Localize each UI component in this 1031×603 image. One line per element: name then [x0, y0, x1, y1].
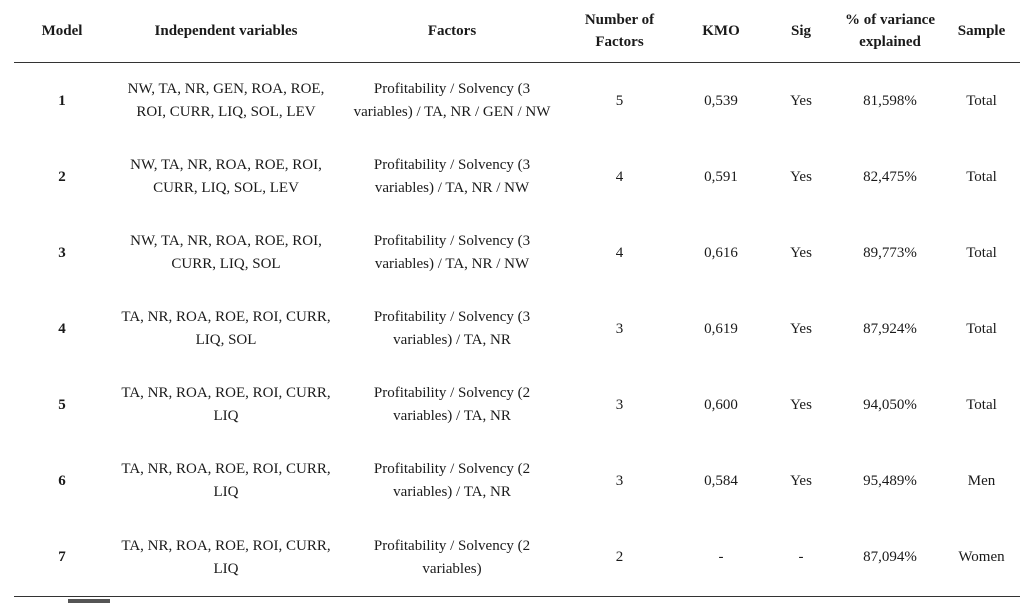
cell-kmo: -	[677, 519, 765, 597]
cell-sig: Yes	[790, 168, 812, 185]
cell-num-factors: 5	[615, 92, 624, 109]
header-independent-variables: Independent variables	[110, 0, 342, 63]
cell-num-factors: 4	[615, 244, 624, 261]
cell-variables: TA, NR, ROA, ROE, ROI, CURR, LIQ	[121, 385, 331, 424]
cell-variables: TA, NR, ROA, ROE, ROI, CURR, LIQ	[121, 461, 331, 500]
cell-factors: Profitability / Solvency (3 variables) / TA, NR / GEN / NW	[353, 81, 551, 120]
header-number-of-factors: Number of Factors	[562, 0, 677, 63]
cell-factors: Profitability / Solvency (2 variables) / TA, NR	[373, 461, 531, 500]
cell-model: 3	[58, 244, 66, 261]
cell-model: 6	[58, 472, 66, 489]
header-sig: Sig	[765, 0, 837, 63]
cell-sample: Total	[966, 244, 997, 261]
cell-sig: Yes	[790, 92, 812, 109]
cell-sample: Total	[966, 168, 997, 185]
cell-num-factors: 3	[615, 396, 624, 413]
cell-sig: Yes	[790, 244, 812, 261]
table-row	[14, 215, 1020, 291]
table-row	[14, 367, 1020, 443]
table-row	[14, 519, 1020, 597]
cell-model: 5	[58, 396, 66, 413]
cell-model: 1	[58, 92, 66, 109]
cell-variance: 89,773%	[863, 244, 917, 261]
cell-kmo: 0,600	[704, 396, 738, 413]
header-variance-explained: % of variance explained	[837, 0, 943, 63]
cell-variables: NW, TA, NR, GEN, ROA, ROE, ROI, CURR, LIQ, SOL, LEV	[127, 81, 325, 120]
cell-variance: 95,489%	[863, 472, 917, 489]
cell-variables: TA, NR, ROA, ROE, ROI, CURR, LIQ	[110, 519, 342, 597]
cell-variance: 81,598%	[863, 92, 917, 109]
cell-factors: Profitability / Solvency (3 variables) / TA, NR / NW	[373, 233, 531, 272]
cell-variance: 94,050%	[863, 396, 917, 413]
cell-num-factors: 3	[615, 320, 624, 337]
cell-factors: Profitability / Solvency (3 variables) / TA, NR	[373, 309, 531, 348]
cell-sample: Women	[943, 519, 1020, 597]
header-sample: Sample	[943, 0, 1020, 63]
cell-model: 4	[58, 320, 66, 337]
cell-factors: Profitability / Solvency (2 variables) / TA, NR	[373, 385, 531, 424]
header-kmo: KMO	[677, 0, 765, 63]
cell-model: 7	[14, 519, 110, 597]
header-factors: Factors	[342, 0, 562, 63]
cell-kmo: 0,539	[704, 92, 738, 109]
cell-kmo: 0,584	[704, 472, 738, 489]
cell-kmo: 0,591	[704, 168, 738, 185]
table-row	[14, 291, 1020, 367]
cell-sig: Yes	[790, 472, 812, 489]
cell-num-factors: 2	[562, 519, 677, 597]
cell-model: 2	[58, 168, 66, 185]
cell-kmo: 0,619	[704, 320, 738, 337]
cell-num-factors: 3	[615, 472, 624, 489]
cropped-text-fragment	[68, 599, 110, 603]
table-row	[14, 443, 1020, 519]
factor-analysis-table-container	[14, 0, 1020, 597]
cell-variables: TA, NR, ROA, ROE, ROI, CURR, LIQ, SOL	[121, 309, 331, 348]
cell-factors: Profitability / Solvency (3 variables) / TA, NR / NW	[373, 157, 531, 196]
cell-variance: 87,094%	[837, 519, 943, 597]
cell-sample: Total	[966, 92, 997, 109]
cell-variance: 87,924%	[863, 320, 917, 337]
table-header-row	[14, 0, 1020, 63]
cell-variables: NW, TA, NR, ROA, ROE, ROI, CURR, LIQ, SOL, LEV	[130, 157, 322, 196]
cell-num-factors: 4	[615, 168, 624, 185]
cell-sig: Yes	[790, 320, 812, 337]
cell-variance: 82,475%	[863, 168, 917, 185]
factor-analysis-table	[14, 0, 1020, 597]
cell-factors: Profitability / Solvency (2 variables)	[342, 519, 562, 597]
cell-sig: -	[765, 519, 837, 597]
header-model: Model	[14, 0, 110, 63]
cell-sample: Total	[966, 320, 997, 337]
cell-variables: NW, TA, NR, ROA, ROE, ROI, CURR, LIQ, SOL	[130, 233, 322, 272]
cell-sig: Yes	[790, 396, 812, 413]
table-row	[14, 139, 1020, 215]
cell-kmo: 0,616	[704, 244, 738, 261]
cell-sample: Men	[967, 472, 996, 489]
table-row	[14, 63, 1020, 140]
cell-sample: Total	[966, 396, 997, 413]
